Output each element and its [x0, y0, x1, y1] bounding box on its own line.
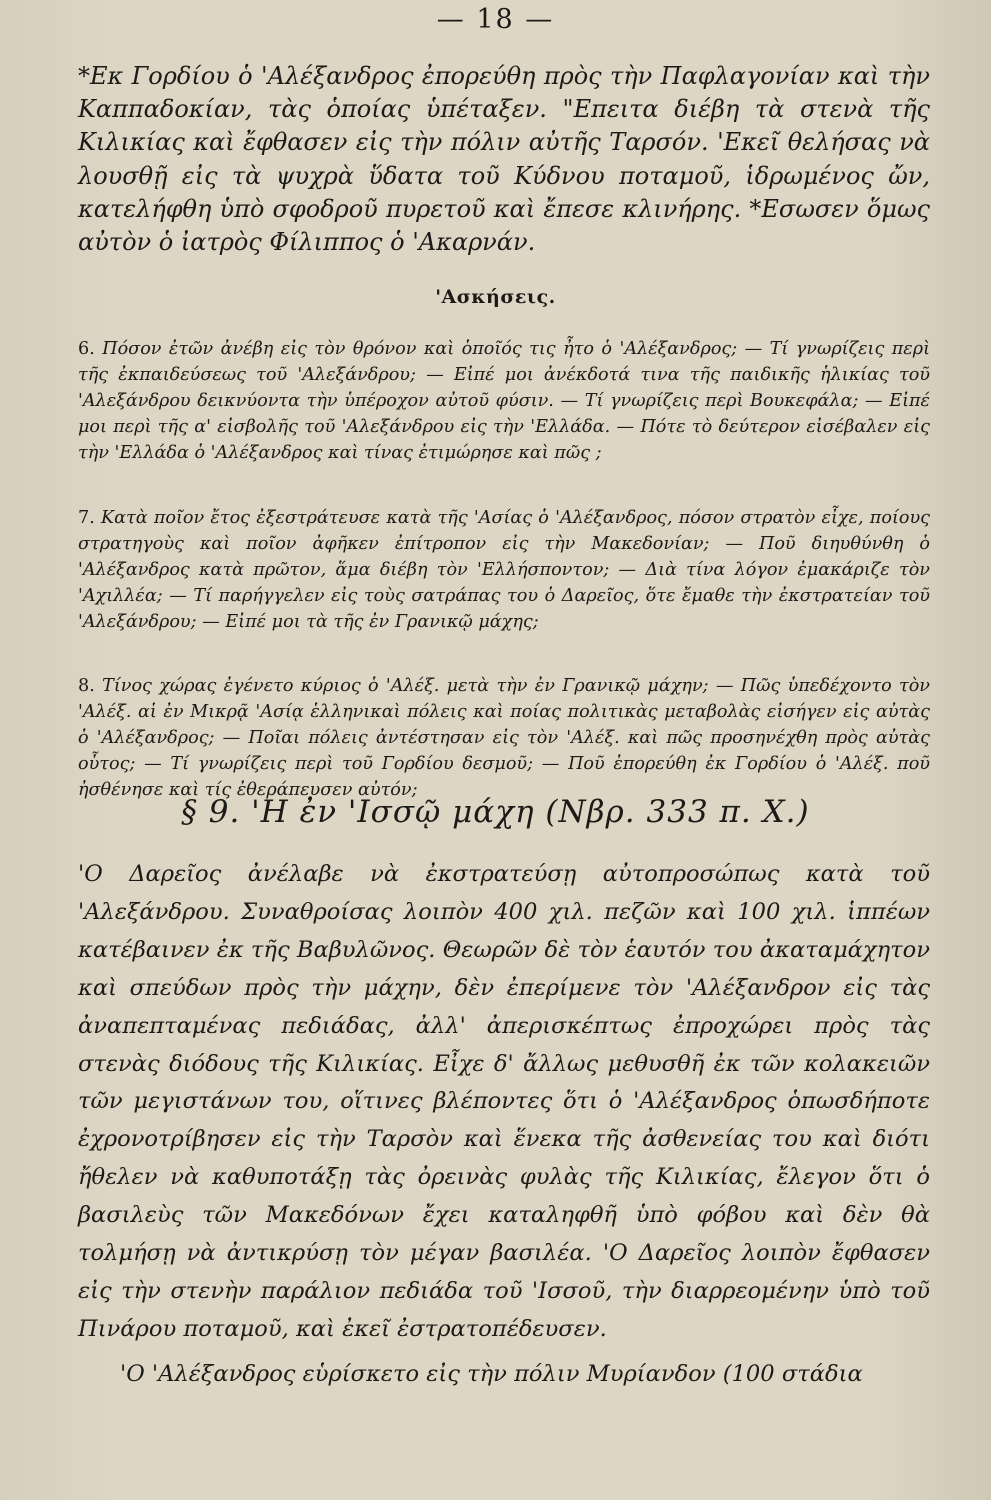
exercise-item: [78, 336, 930, 466]
exercise-text: Πόσον ἐτῶν ἀνέβη εἰς τὸν θρόνον καὶ ὁποῖός τις ἦτο ὁ 'Αλέξανδρος; — Τί γνωρίζεις περὶ τῆς ἐκπαιδεύσεως τοῦ 'Αλεξάνδρου; — Εἰπέ μοι ἀνέκδοτά τινα τῆς παιδικῆς ἡλικίας τοῦ 'Αλεξάνδρου δεικνύοντα τὴν ὑπέροχον αὐτοῦ φύσιν. — Τί γνωρίζεις περὶ Βουκεφάλα; — Εἰπέ μοι περὶ τῆς α' εἰσβολῆς τοῦ 'Αλεξάνδρου εἰς τὴν 'Ελλάδα. — Πότε τὸ δεύτερον εἰσέβαλεν εἰς τὴν 'Ελλάδα ὁ 'Αλέξανδρος καὶ τίνας ἐτιμώρησε καὶ πῶς ;: [78, 339, 930, 463]
main-paragraph: 'Ο Δαρεῖος ἀνέλαβε νὰ ἐκστρατεύσῃ αὐτοπροσώπως κατὰ τοῦ 'Αλεξάνδρου. Συναθροίσας λοιπὸν 400 χιλ. πεζῶν καὶ 100 χιλ. ἱππέων κατέβαινεν ἐκ τῆς Βαβυλῶνος. Θεωρῶν δὲ τὸν ἑαυτόν του ἀκαταμάχητον καὶ σπεύδων πρὸς τὴν μάχην, δὲν ἐπερίμενε τὸν 'Αλέξανδρον εἰς τὰς ἀναπεπταμένας πεδιάδας, ἀλλ' ἀπερισκέπτως ἐπροχώρει πρὸς τὰς στενὰς διόδους τῆς Κιλικίας. Εἶχε δ' ἄλλως μεθυσθῆ ἐκ τῶν κολακειῶν τῶν μεγιστάνων του, οἵτινες βλέποντες ὅτι ὁ 'Αλέξανδρος ὁπωσδήποτε ἐχρονοτρίβησεν εἰς τὴν Ταρσὸν καὶ ἕνεκα τῆς ἀσθενείας του καὶ διότι ἤθελεν νὰ καθυποτάξῃ τὰς ὀρεινὰς φυλὰς τῆς Κιλικίας, ἔλεγον ὅτι ὁ βασιλεὺς τῶν Μακεδόνων ἔχει καταληφθῆ ὑπὸ φόβου καὶ δὲν θὰ τολμήσῃ νὰ ἀντικρύσῃ τὸν μέγαν βασιλέα. 'Ο Δαρεῖος λοιπὸν ἔφθασεν εἰς τὴν στενὴν παράλιον πεδιάδα τοῦ 'Ισσοῦ, τὴν διαρρεομένην ὑπὸ τοῦ Πινάρου ποταμοῦ, καὶ ἐκεῖ ἐστρατοπέδευσεν.: [78, 861, 930, 1342]
intro-paragraph: *Εκ Γορδίου ὁ 'Αλέξανδρος ἐπορεύθη πρὸς τὴν Παφλαγονίαν καὶ τὴν Καππαδοκίαν, τὰς ὁποίας ὑπέταξεν. "Επειτα διέβη τὰ στενὰ τῆς Κιλικίας καὶ ἔφθασεν εἰς τὴν πόλιν αὐτῆς Ταρσόν. 'Εκεῖ θελήσας νὰ λουσθῇ εἰς τὰ ψυχρὰ ὕδατα τοῦ Κύδνου ποταμοῦ, ἱδρωμένος ὤν, κατελήφθη ὑπὸ σφοδροῦ πυρετοῦ καὶ ἔπεσε κλινήρης. *Εσωσεν ὅμως αὐτὸν ὁ ἰατρὸς Φίλιππος ὁ 'Ακαρνάν.: [78, 62, 930, 257]
exercise-item: [78, 673, 930, 803]
page-number: — 18 —: [436, 4, 555, 35]
last-paragraph: 'Ο 'Αλέξανδρος εὑρίσκετο εἰς τὴν πόλιν Μυρίανδον (100 στάδια: [120, 1361, 863, 1387]
exercise-number: 8.: [78, 676, 95, 696]
exercise-text: Κατὰ ποῖον ἔτος ἐξεστράτευσε κατὰ τῆς 'Ασίας ὁ 'Αλέξανδρος, πόσον στρατὸν εἶχε, ποίους στρατηγοὺς καὶ ποῖον ἀφῆκεν ἐπίτροπον εἰς τὴν Μακεδονίαν; — Ποῦ διηυθύνθη ὁ 'Αλέξανδρος κατὰ πρῶτον, ἅμα διέβη τὸν 'Ελλήσποντον; — Διὰ τίνα λόγον ἐμακάριζε τὸν 'Αχιλλέα; — Τί παρήγγελεν εἰς τοὺς σατράπας του ὁ Δαρεῖος, ὅτε ἔμαθε τὴν ἐκστρατείαν τοῦ 'Αλεξάνδρου; — Εἰπέ μοι τὰ τῆς ἐν Γρανικῷ μάχης;: [78, 508, 930, 632]
section-title: § 9. 'Η ἐν 'Ισσῷ μάχη (Νβρ. 333 π. Χ.): [181, 794, 810, 830]
exercise-text: Τίνος χώρας ἐγένετο κύριος ὁ 'Αλέξ. μετὰ τὴν ἐν Γρανικῷ μάχην; — Πῶς ὑπεδέχοντο τὸν 'Αλέξ. αἱ ἐν Μικρᾷ 'Ασίᾳ ἑλληνικαὶ πόλεις καὶ ποίας πολιτικὰς μεταβολὰς εἰσήγεν εἰς αὐτὰς ὁ 'Αλέξανδρος; — Ποῖαι πόλεις ἀντέστησαν εἰς τὸν 'Αλέξ. καὶ πῶς προσηνέχθη πρὸς αὐτὰς οὗτος; — Τί γνωρίζεις περὶ τοῦ Γορδίου δεσμοῦ; — Ποῦ ἐπορεύθη ἐκ Γορδίου ὁ 'Αλέξ. ποῦ ἠσθένησε καὶ τίς ἐθεράπευσεν αὐτόν;: [78, 676, 931, 800]
exercise-item: [78, 505, 930, 635]
exercise-number: 6.: [78, 339, 95, 359]
exercise-number: 7.: [78, 508, 95, 528]
exercises-heading: 'Ασκήσεις.: [435, 286, 556, 308]
